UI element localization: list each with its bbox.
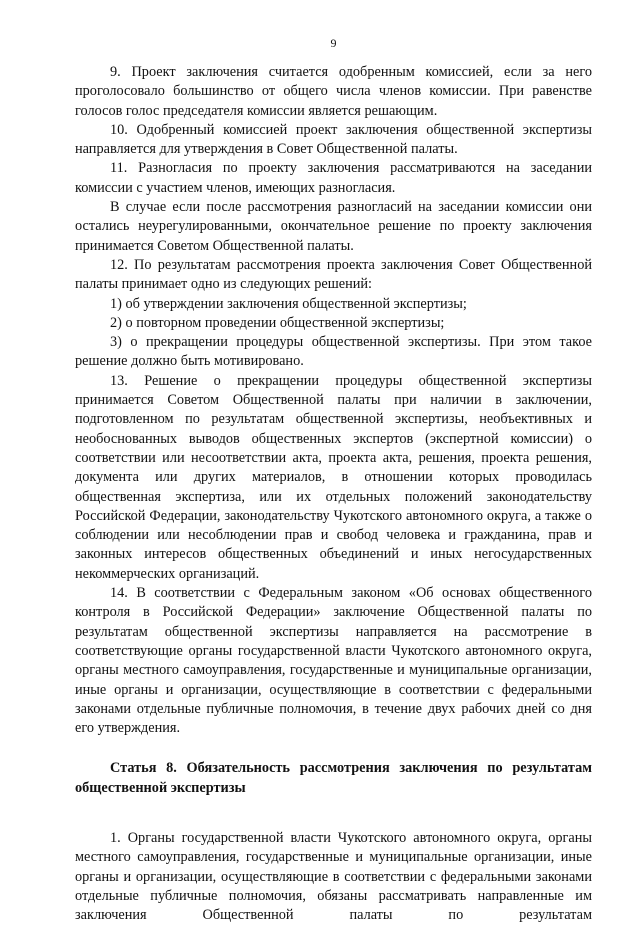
paragraph-12: 12. По результатам рассмотрения проекта заключения Совет Общественной палаты принимает одно из следующих решений: <box>75 256 592 293</box>
paragraph-14: 14. В соответствии с Федеральным законом «Об основах общественного контроля в Российской Федерации» заключение Общественной палаты по результатам общественной экспертизы направляется на рассмотрение в соответствующие органы государственной власти Чукотского автономного округа, органы местного самоуправления, государственные и муниципальные организации, иные органы и организации, осуществляющие в соответствии с федеральными законами отдельные публичные полномочия, в течение двух рабочих дней со дня его утверждения. <box>75 585 592 737</box>
paragraph-11: 11. Разногласия по проекту заключения рассматриваются на заседании комиссии с участием членов, имеющих разногласия. <box>75 160 592 196</box>
list-item-1: 1) об утверждении заключения общественной экспертизы; <box>110 295 467 312</box>
paragraph-9: 9. Проект заключения считается одобренным комиссией, если за него проголосовало большинство от общего числа членов комиссии. При равенстве голосов голос председателя комиссии является решающим. <box>75 64 592 119</box>
list-item-3: 3) о прекращении процедуры общественной экспертизы. При этом такое решение должно быть мотивировано. <box>75 334 592 370</box>
article-8-paragraph-1: 1. Органы государственной власти Чукотского автономного округа, органы местного самоуправления, государственные и муниципальные организации, иные органы и организации, осуществляющие в соответствии с федеральными законами отдельные публичные полномочия, обязаны рассматривать направленные им заключения Общественной палаты по результатам <box>75 829 592 924</box>
paragraph-13: 13. Решение о прекращении процедуры общественной экспертизы принимается Советом Общественной палаты при наличии в заключении, подготовленном по результатам общественной экспертизы, необъективных и необоснованных выводов общественных экспертов (экспертной комиссии) о соответствии или несоответствии акта, проекта акта, решения, проекта решения, документа или других материалов, в отношении которых проводилась общественная экспертиза, или их отдельных положений законодательству Российской Федерации, законодательству Чукотского автономного округа, а также о соблюдении или несоблюдении прав и свобод человека и гражданина, прав и законных интересов общественных объединений и иных негосударственных некоммерческих организаций. <box>75 372 592 582</box>
article-heading: Статья 8. Обязательность рассмотрения заключения по результатам общественной экспертизы <box>75 760 592 796</box>
paragraph-10: 10. Одобренный комиссией проект заключения общественной экспертизы направляется для утверждения в Совет Общественной палаты. <box>75 121 592 158</box>
paragraph-11-continued: В случае если после рассмотрения разногласий на заседании комиссии они остались неурегулированными, окончательное решение по проекту заключения принимается Советом Общественной палаты. <box>75 199 592 254</box>
page-number: 9 <box>330 36 337 50</box>
body-text-after <box>75 829 592 925</box>
list-item-2: 2) о повторном проведении общественной экспертизы; <box>110 314 445 331</box>
body-text-before <box>75 63 592 738</box>
